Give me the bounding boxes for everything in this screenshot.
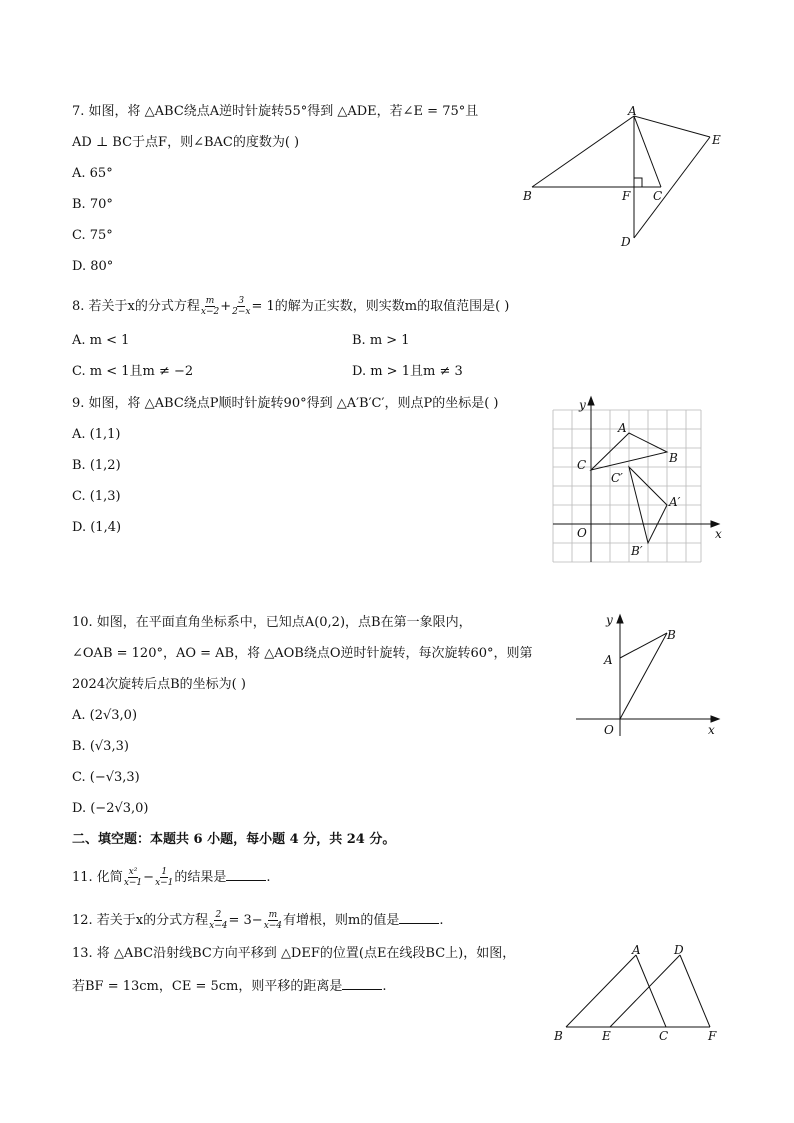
q11-prefix: 11. 化简 [72, 870, 123, 885]
q12-fraction-2 [264, 910, 282, 931]
q7-option-c: C. 75° [72, 228, 113, 243]
q9-grid-figure [545, 395, 735, 570]
q7-label-F: F [622, 189, 631, 203]
q9-label-O: O [577, 526, 587, 540]
q13-line2-text: 若BF = 13cm，CE = 5cm，则平移的距离是 [72, 979, 343, 994]
q10-option-d: D. (−2√3,0) [72, 801, 149, 816]
q8-plus: + [220, 299, 232, 314]
q13-seg-AB [566, 955, 636, 1027]
q10-option-c: C. (−√3,3) [72, 770, 140, 785]
q9-label-C1: C′ [611, 471, 623, 485]
q7-label-A: A [628, 104, 637, 118]
q8-prefix: 8. 若关于x的分式方程 [72, 299, 200, 314]
q12-answer-blank[interactable] [399, 911, 439, 924]
q11-fraction-1 [124, 867, 142, 888]
q8-frac2-den: 2−x [232, 307, 251, 317]
q9-option-c: C. (1,3) [72, 489, 121, 504]
q7-label-D: D [621, 235, 631, 249]
q7-option-a: A. 65° [72, 166, 113, 181]
q13-label-E: E [602, 1029, 611, 1043]
q10-label-O: O [604, 723, 614, 737]
q8-frac2-num: 3 [238, 296, 245, 306]
q9-label-A1: A′ [669, 495, 681, 509]
q13-seg-DF [680, 955, 710, 1027]
q8-stem [72, 296, 509, 317]
q9-label-B1: B′ [631, 544, 643, 558]
q8-frac1-den: x−2 [200, 307, 220, 317]
q7-line1: 7. 如图，将 △ABC绕点A逆时针旋转55°得到 △ADE，若∠E = 75°且 [72, 104, 479, 119]
q11-frac1-num: x² [128, 867, 138, 877]
q11-frac1-den: x−1 [123, 878, 143, 888]
q7-label-E: E [712, 133, 721, 147]
q12-frac2-num: m [268, 910, 278, 920]
q8-option-b: B. m > 1 [352, 333, 410, 348]
section-2-heading: 二、填空题：本题共 6 小题，每小题 4 分，共 24 分。 [72, 832, 396, 847]
q13-line1: 13. 将 △ABC沿射线BC方向平移到 △DEF的位置(点E在线段BC上)，如图， [72, 946, 516, 961]
q13-line2 [72, 977, 387, 995]
q11-frac2-den: x−1 [155, 878, 174, 888]
q13-label-B: B [554, 1029, 563, 1043]
q7-label-C: C [653, 189, 663, 203]
q11-suffix: 的结果是 [174, 870, 227, 885]
q7-seg-AB [532, 116, 634, 187]
q13-end: . [382, 979, 387, 994]
q12-frac1-den: x−4 [209, 921, 228, 931]
q8-fraction-1 [201, 296, 219, 317]
q12-frac1-num: 2 [215, 910, 222, 920]
q13-label-F: F [708, 1029, 717, 1043]
q11-end: . [266, 870, 271, 885]
q9-option-b: B. (1,2) [72, 458, 121, 473]
q10-x-arrow [711, 716, 719, 722]
q9-label-B: B [669, 451, 678, 465]
q9-option-a: A. (1,1) [72, 427, 121, 442]
q7-option-b: B. 70° [72, 197, 113, 212]
q8-suffix: = 1的解为正实数，则实数m的取值范围是( ) [251, 299, 510, 314]
q7-option-d: D. 80° [72, 259, 114, 274]
q13-label-A: A [632, 943, 641, 957]
q12-prefix: 12. 若关于x的分式方程 [72, 913, 209, 928]
q13-figure [550, 942, 730, 1047]
q12-mid: = 3− [228, 913, 263, 928]
q9-option-d: D. (1,4) [72, 520, 122, 535]
q10-option-a: A. (2√3,0) [72, 708, 138, 723]
q11-answer-blank[interactable] [226, 868, 266, 881]
q7-right-angle-mark [634, 178, 642, 187]
q7-figure [515, 105, 730, 250]
q12-frac2-den: x−4 [263, 921, 283, 931]
q9-label-x: x [715, 527, 722, 541]
q12-fraction-1 [209, 910, 227, 931]
q11-frac2-num: 1 [161, 867, 168, 877]
q10-y-arrow [617, 615, 623, 623]
q8-option-c: C. m < 1且m ≠ −2 [72, 364, 194, 379]
q10-figure [570, 608, 730, 738]
q9-label-y: y [579, 398, 586, 412]
q10-option-b: B. (√3,3) [72, 739, 129, 754]
q7-line2: AD ⊥ BC于点F，则∠BAC的度数为( ) [72, 135, 300, 150]
q10-label-B: B [667, 628, 676, 642]
q9-y-arrow [588, 397, 594, 405]
q11-minus: − [143, 870, 155, 885]
q8-frac1-num: m [205, 296, 215, 306]
q11-stem [72, 867, 271, 888]
q8-option-d: D. m > 1且m ≠ 3 [352, 364, 463, 379]
q8-option-a: A. m < 1 [72, 333, 130, 348]
q13-label-C: C [659, 1029, 669, 1043]
q9-stem: 9. 如图，将 △ABC绕点P顺时针旋转90°得到 △A′B′C′，则点P的坐标是( ) [72, 396, 499, 411]
q7-seg-AC [634, 116, 661, 187]
q8-fraction-2 [232, 296, 250, 317]
q13-answer-blank[interactable] [342, 977, 382, 990]
q10-label-y: y [606, 613, 613, 627]
q7-label-B: B [523, 189, 532, 203]
q13-label-D: D [674, 943, 684, 957]
q10-line1: 10. 如图，在平面直角坐标系中，已知点A(0,2)，点B在第一象限内， [72, 615, 472, 630]
q12-end: . [439, 913, 444, 928]
q10-label-A: A [604, 653, 613, 667]
q10-label-x: x [708, 723, 715, 737]
q9-label-C: C [577, 458, 587, 472]
q12-stem [72, 910, 444, 931]
q9-grid [553, 410, 701, 562]
q7-seg-AE [634, 116, 710, 137]
q9-label-A: A [618, 421, 627, 435]
q10-line3: 2024次旋转后点B的坐标为( ) [72, 677, 246, 692]
q12-suffix: 有增根，则m的值是 [283, 913, 400, 928]
q11-fraction-2 [155, 867, 173, 888]
q13-seg-DE [610, 955, 680, 1027]
q10-line2: ∠OAB = 120°，AO = AB，将 △AOB绕点O逆时针旋转，每次旋转60°，则第 [72, 646, 533, 661]
q13-seg-AC [636, 955, 666, 1027]
